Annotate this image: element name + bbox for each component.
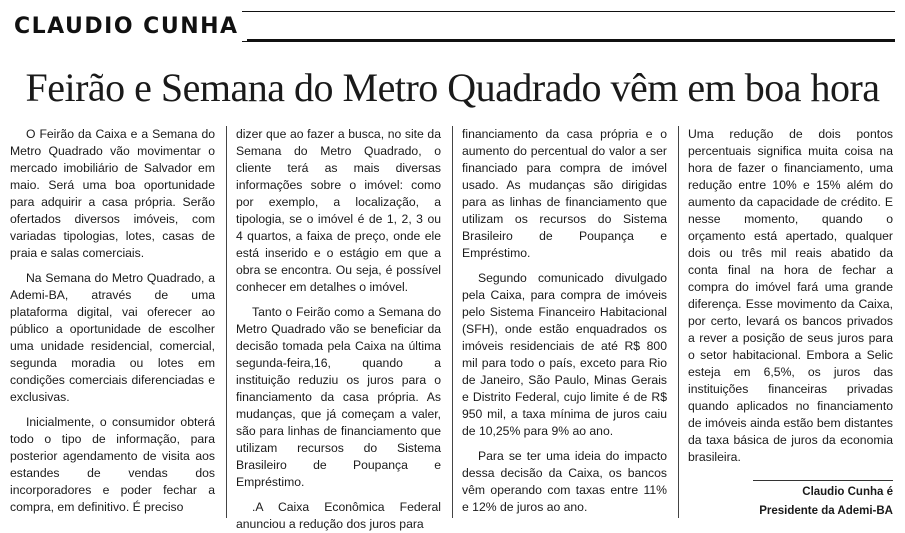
columnist-name: CLAUDIO CUNHA xyxy=(14,13,247,41)
text-column-4 xyxy=(688,126,893,521)
paragraph: O Feirão da Caixa e a Semana do Metro Quadrado vão movimentar o mercado imobiliário de Salvador em maio. Será uma boa oportunidade para adquirir a casa própria. Serão ofertados diversos imóveis, com variadas tipologias, lotes, casas de praia e salas comerciais. xyxy=(10,127,215,260)
column-divider xyxy=(452,126,453,518)
text-column-2 xyxy=(236,126,441,531)
column-header xyxy=(10,11,895,43)
signature-role: Presidente da Ademi-BA xyxy=(759,505,893,517)
paragraph: Uma redução de dois pontos percentuais significa muita coisa na hora de fazer o financiamento, uma redução entre 10% e 15% além do aumento da capacidade de crédito. E nesse momento, quando o orçamento está apertado, qualquer dois ou três mil reais abatido da conta final na hora de fechar a compra do imóvel fará uma grande diferença. Esse movimento da Caixa, por certo, levará os bancos privados a rever a posição de seus juros para o setor habitacional. Embora a Selic esteja em 6,5%, os juros das instituições financeiras privadas quando aplicados no financiamento de imóveis ainda estão bem distantes da taxa básica de juros da economia brasileira. xyxy=(688,127,893,464)
header-rule-thin xyxy=(242,11,895,12)
header-rule-thick xyxy=(242,39,895,42)
article-headline: Feirão e Semana do Metro Quadrado vêm em boa hora xyxy=(25,65,880,110)
paragraph: Tanto o Feirão como a Semana do Metro Quadrado vão se beneficiar da decisão tomada pela Caixa na última segunda-feira,16, quando a instituição reduziu os juros para o financiamento da casa própria. As mudanças, que já começam a valer, são para linhas de financiamento que utilizam recursos do Sistema Brasileiro de Poupança e Empréstimo. xyxy=(236,305,441,489)
column-divider xyxy=(226,126,227,518)
signature-rule xyxy=(753,480,893,481)
text-column-1 xyxy=(10,126,215,521)
author-signature xyxy=(743,480,893,521)
paragraph: Para se ter uma ideia do impacto dessa decisão da Caixa, os bancos vêm operando com taxas entre 11% e 12% de juros ao ano. xyxy=(462,449,667,514)
paragraph: Inicialmente, o consumidor obterá todo o tipo de informação, para posterior agendamento de visita aos estandes de vendas dos incorporadores e poder fechar a compra, em definitivo. É preciso xyxy=(10,415,215,514)
article-body xyxy=(10,126,895,531)
paragraph: Segundo comunicado divulgado pela Caixa, para compra de imóveis pelo Sistema Financeiro Habitacional (SFH), onde estão enquadrados os imóveis residenciais de até R$ 800 mil para todo o país, exceto para Rio de Janeiro, São Paulo, Minas Gerais e Distrito Federal, cujo limite é de R$ 950 mil, a taxa mínima de juros caiu de 10,25% para 9% ao ano. xyxy=(462,271,667,438)
paragraph: .A Caixa Econômica Federal anunciou a redução dos juros para xyxy=(236,500,441,531)
column-divider xyxy=(678,126,679,518)
text-column-3 xyxy=(462,126,667,521)
paragraph: financiamento da casa própria e o aumento do percentual do valor a ser financiado para compra de imóvel usado. As mudanças são dirigidas para as linhas de financiamento que utilizam os recursos do Sistema Brasileiro de Poupança e Empréstimo. xyxy=(462,127,667,260)
paragraph: dizer que ao fazer a busca, no site da Semana do Metro Quadrado, o cliente terá as mais diversas informações sobre o imóvel: como por exemplo, a localização, a tipologia, se o imóvel é de 1, 2, 3 ou 4 quartos, a faixa de preço, onde ele está inserido e o estágio em que a obra se encontra. Ou seja, é possível conhecer em detalhes o imóvel. xyxy=(236,127,441,294)
paragraph: Na Semana do Metro Quadrado, a Ademi-BA, através de uma plataforma digital, vai oferecer ao público a oportunidade de escolher uma unidade residencial, comercial, segunda moradia ou lotes em condições comerciais diferenciadas e exclusivas. xyxy=(10,271,215,404)
signature-name: Claudio Cunha é xyxy=(802,486,893,498)
